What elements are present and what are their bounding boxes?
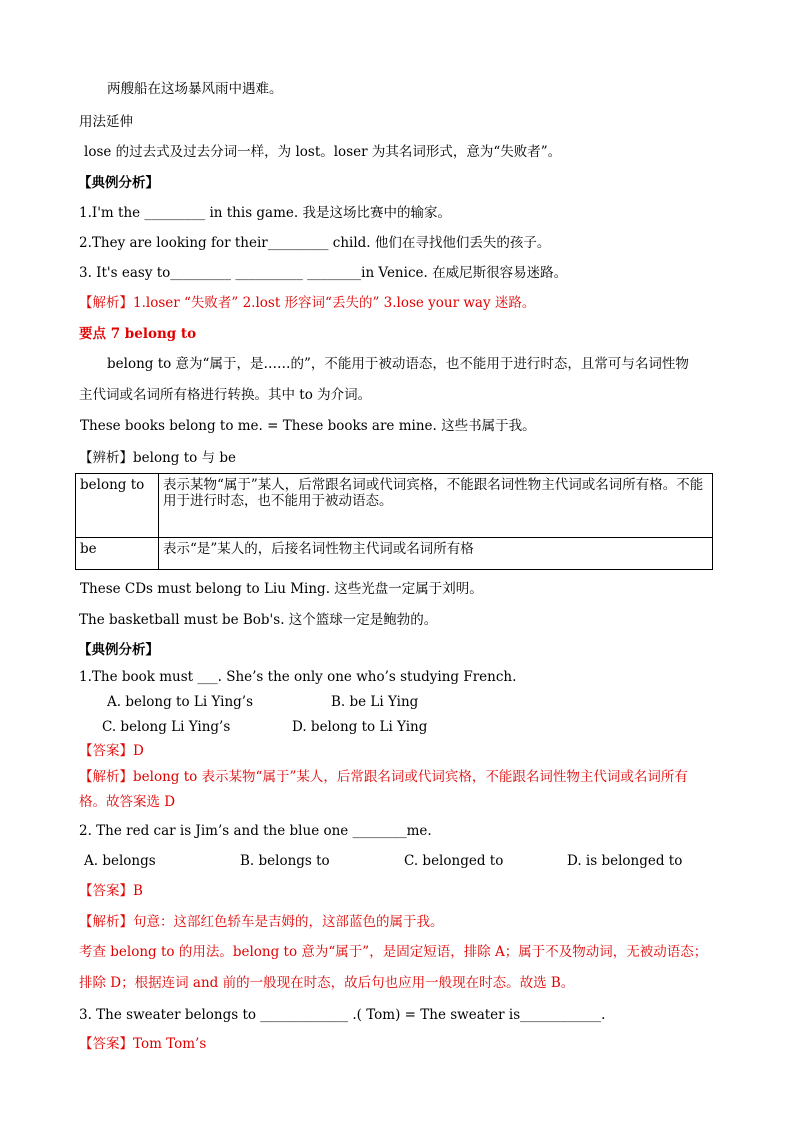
example-heading: 【典例分析】 bbox=[78, 642, 159, 658]
example-sentence: The basketball must be Bob's. 这个篮球一定是鲍勃的。 bbox=[79, 612, 438, 628]
paragraph: 两艘船在这场暴风雨中遇难。 bbox=[107, 81, 283, 97]
paragraph: 主代词或名词所有格进行转换。其中 to 为介词。 bbox=[79, 387, 372, 403]
analysis: 格。故答案选 D bbox=[79, 794, 176, 810]
answer: 【答案】B bbox=[79, 883, 143, 899]
option-b: B. belongs to bbox=[240, 853, 330, 869]
table-row bbox=[76, 474, 713, 538]
example-sentence: These CDs must belong to Liu Ming. 这些光盘一定属于刘明。 bbox=[80, 581, 483, 597]
option-b: B. be Li Ying bbox=[331, 694, 419, 710]
comparison-table bbox=[75, 473, 713, 570]
option-a: A. belongs bbox=[84, 853, 156, 869]
table-cell: 表示某物“属于”某人，后常跟名词或代词宾格，不能跟名词性物主代词或名词所有格。不能用于进行时态，也不能用于被动语态。 bbox=[159, 474, 713, 538]
point-heading: 要点 7 belong to bbox=[79, 326, 197, 342]
option-c: C. belonged to bbox=[404, 853, 504, 869]
paragraph: lose 的过去式及过去分词一样，为 lost。loser 为其名词形式，意为“失败者”。 bbox=[84, 144, 562, 160]
example-sentence: 3. It's easy to_________ __________ ________in Venice. 在威尼斯很容易迷路。 bbox=[79, 265, 568, 281]
question-stem: 3. The sweater belongs to _____________ .( Tom) = The sweater is____________. bbox=[79, 1007, 606, 1023]
section-heading: 用法延伸 bbox=[79, 114, 133, 130]
question-stem: 2. The red car is Jim’s and the blue one ________me. bbox=[79, 823, 432, 839]
example-sentence: These books belong to me. = These books are mine. 这些书属于我。 bbox=[80, 418, 536, 434]
analysis: 【解析】句意：这部红色轿车是吉姆的，这部蓝色的属于我。 bbox=[79, 914, 444, 930]
table-cell: 表示“是”某人的，后接名词性物主代词或名词所有格 bbox=[159, 538, 713, 570]
option-a: A. belong to Li Ying’s bbox=[107, 694, 254, 710]
analysis: 排除 D；根据连词 and 前的一般现在时态，故后句也应用一般现在时态。故选 B。 bbox=[79, 975, 575, 991]
distinction-heading: 【辨析】belong to 与 be bbox=[79, 450, 236, 466]
option-d: D. belong to Li Ying bbox=[292, 719, 428, 735]
table-row bbox=[76, 538, 713, 570]
option-d: D. is belonged to bbox=[567, 853, 683, 869]
example-heading: 【典例分析】 bbox=[78, 175, 159, 191]
option-c: C. belong Li Ying’s bbox=[102, 719, 231, 735]
analysis: 考查 belong to 的用法。belong to 意为“属于”，是固定短语，排除 A；属于不及物动词，无被动语态； bbox=[79, 944, 708, 960]
paragraph: belong to 意为“属于，是……的”，不能用于被动语态，也不能用于进行时态，且常可与名词性物 bbox=[107, 356, 689, 372]
example-sentence: 1.I'm the _________ in this game. 我是这场比赛中的输家。 bbox=[79, 205, 451, 221]
answer: 【答案】D bbox=[79, 743, 144, 759]
table-cell: belong to bbox=[76, 474, 159, 538]
question-stem: 1.The book must ___. She’s the only one who’s studying French. bbox=[79, 669, 517, 685]
table-cell: be bbox=[76, 538, 159, 570]
analysis: 【解析】belong to 表示某物“属于”某人，后常跟名词或代词宾格，不能跟名词性物主代词或名词所有 bbox=[79, 769, 688, 785]
example-analysis: 【解析】1.loser “失败者” 2.lost 形容词“丢失的” 3.lose your way 迷路。 bbox=[79, 295, 536, 311]
example-sentence: 2.They are looking for their_________ child. 他们在寻找他们丢失的孩子。 bbox=[79, 235, 551, 251]
answer: 【答案】Tom Tom’s bbox=[79, 1036, 207, 1052]
